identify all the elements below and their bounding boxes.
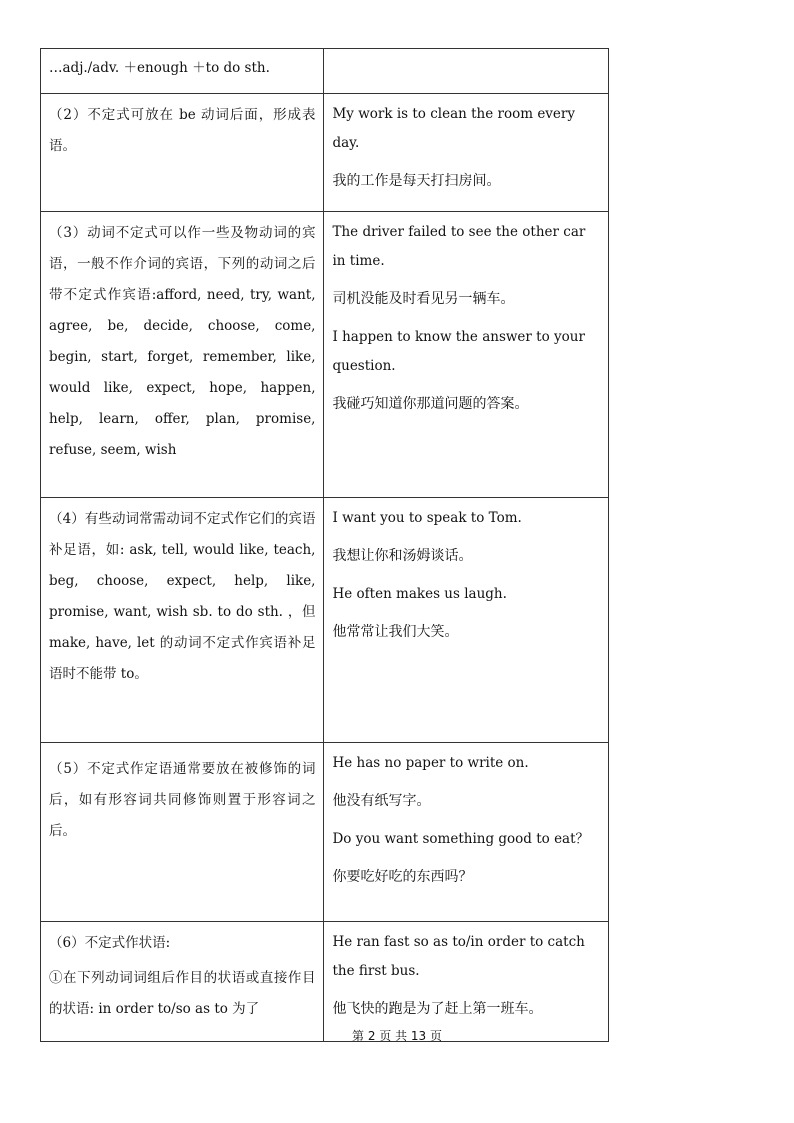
example-cell xyxy=(324,94,609,212)
example-cell xyxy=(324,922,609,1042)
rule-text: （5）不定式作定语通常要放在被修饰的词后，如有形容词共同修饰则置于形容词之后。 xyxy=(49,761,316,839)
example-en: I want you to speak to Tom. xyxy=(332,510,522,526)
rule-text: （2）不定式可放在 be 动词后面，形成表语。 xyxy=(49,107,316,154)
example-en: My work is to clean the room every day. xyxy=(332,106,576,151)
table-row xyxy=(41,94,609,212)
table-row xyxy=(41,49,609,94)
rule-text: …adj./adv. ＋enough ＋to do sth. xyxy=(49,60,270,76)
table-row xyxy=(41,743,609,922)
grammar-table xyxy=(40,48,609,1042)
example-cn: 你要吃好吃的东西吗？ xyxy=(332,869,473,885)
rule-text: （3）动词不定式可以作一些及物动词的宾语，一般不作介词的宾语，下列的动词之后带不定式作宾语:afford, need, try, want, agree, be, decide, choose, come, begin, start, forget, remember, like, would like, expect, hope, happen, help, learn, offer, plan, promise, refuse, seem, wish xyxy=(49,225,316,458)
rule-cell xyxy=(41,743,324,922)
rule-cell xyxy=(41,94,324,212)
example-cn: 他飞快的跑是为了赶上第一班车。 xyxy=(332,1001,543,1017)
example-cell xyxy=(324,49,609,94)
table-row xyxy=(41,922,609,1042)
example-cell xyxy=(324,743,609,922)
example-cell xyxy=(324,212,609,498)
example-en: He has no paper to write on. xyxy=(332,755,529,771)
rule-cell xyxy=(41,498,324,743)
rule-text: （6）不定式作状语: xyxy=(49,935,171,951)
example-cn: 司机没能及时看见另一辆车。 xyxy=(332,291,515,307)
example-cn: 我的工作是每天打扫房间。 xyxy=(332,173,501,189)
rule-cell xyxy=(41,922,324,1042)
rule-cell xyxy=(41,49,324,94)
rule-cell xyxy=(41,212,324,498)
rule-text: ①在下列动词词组后作目的状语或直接作目的状语: in order to/so as to 为了 xyxy=(49,970,316,1017)
example-en: He ran fast so as to/in order to catch the first bus. xyxy=(332,934,585,979)
example-en: I happen to know the answer to your question. xyxy=(332,329,585,374)
page-footer: 第 2 页 共 13 页 xyxy=(352,1029,442,1043)
example-cn: 我想让你和汤姆谈话。 xyxy=(332,548,473,564)
rule-text: （4）有些动词常需动词不定式作它们的宾语补足语，如: ask, tell, would like, teach, beg, choose, expect, help, like, promise, want, wish sb. to do sth. ，但 make, have, let 的动词不定式作宾语补足语时不能带 to。 xyxy=(49,511,316,682)
example-en: Do you want something good to eat？ xyxy=(332,831,590,847)
example-en: The driver failed to see the other car in time. xyxy=(332,224,586,269)
table-row xyxy=(41,212,609,498)
table-row xyxy=(41,498,609,743)
example-cell xyxy=(324,498,609,743)
example-cn: 他没有纸写字。 xyxy=(332,793,431,809)
example-cn: 我碰巧知道你那道问题的答案。 xyxy=(332,396,529,412)
example-en: He often makes us laugh. xyxy=(332,586,507,602)
example-cn: 他常常让我们大笑。 xyxy=(332,624,459,640)
